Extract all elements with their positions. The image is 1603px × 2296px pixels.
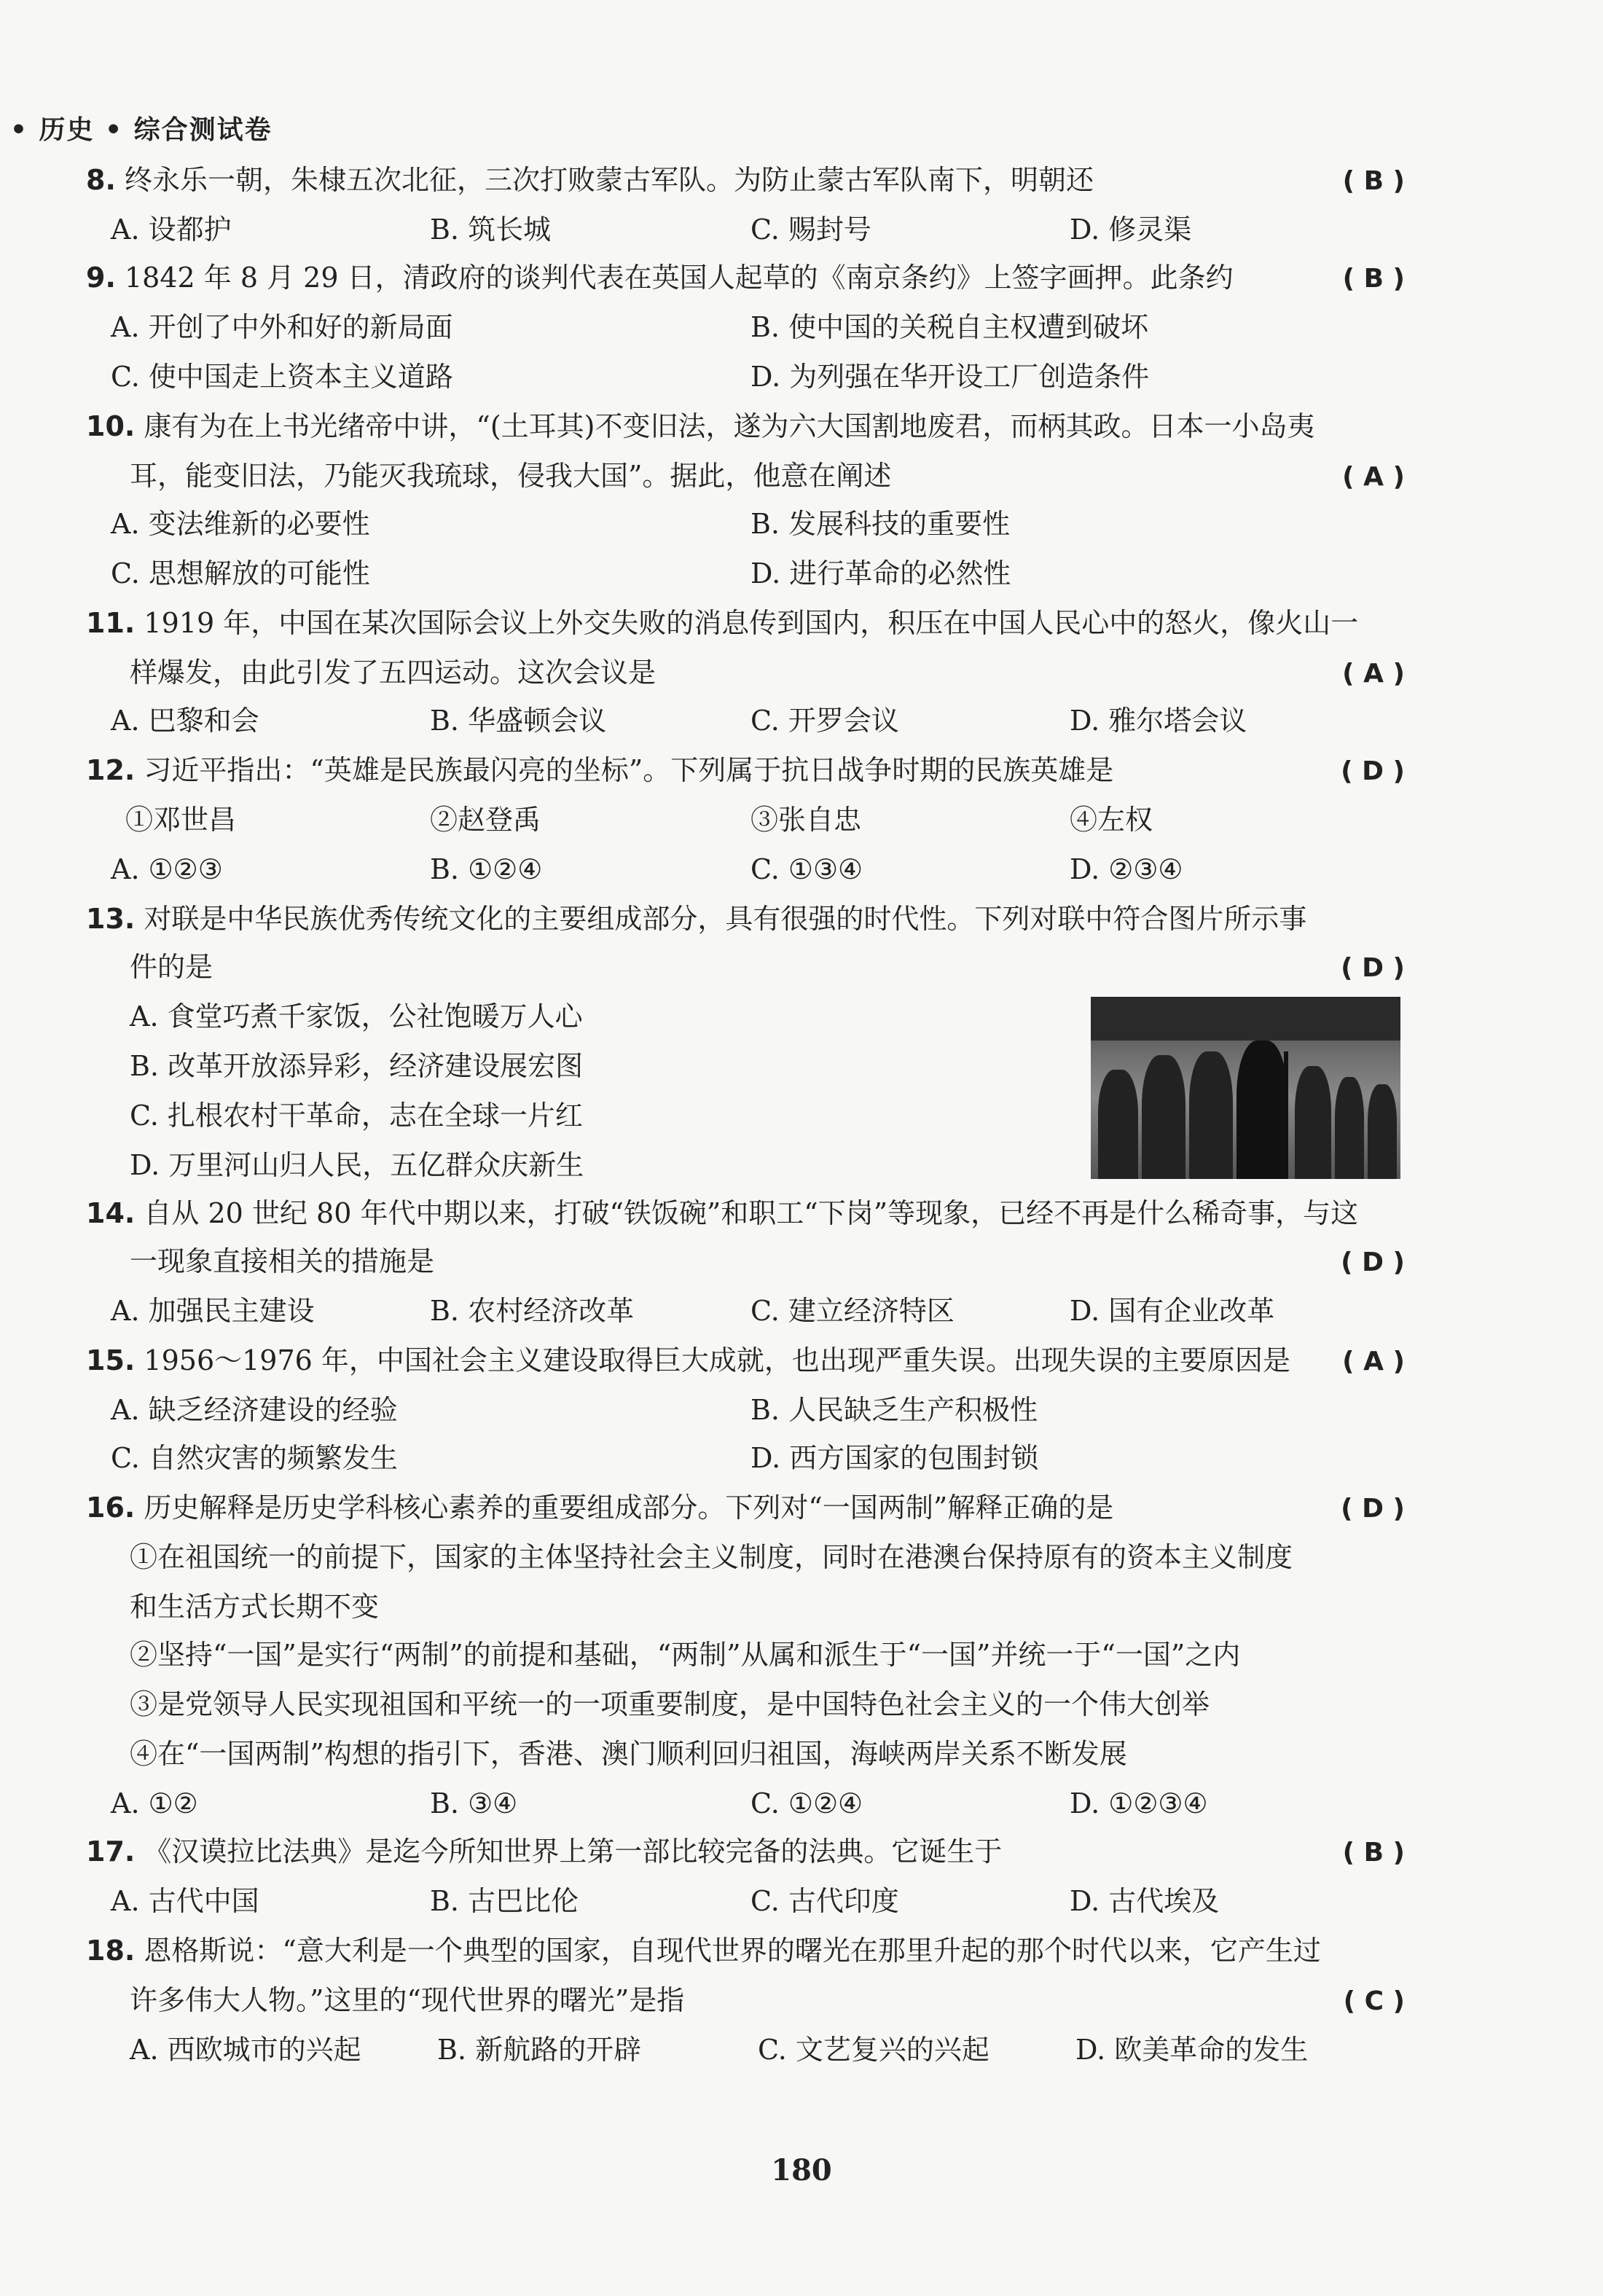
question-number: 17.	[86, 1835, 136, 1868]
question-number: 12.	[86, 754, 136, 786]
option-b: B. 人民缺乏生产积极性	[750, 1394, 1038, 1426]
page-number: 180	[771, 2153, 832, 2187]
photo-figure	[1189, 1051, 1233, 1179]
option-b: B. 发展科技的重要性	[750, 508, 1011, 540]
question-text: 康有为在上书光绪帝中讲，“(土耳其)不变旧法，遂为六大国割地废君，而柄其政。日本一小岛夷	[144, 410, 1315, 442]
option-d: D. 古代埃及	[1070, 1885, 1220, 1917]
option-a: A. 古代中国	[111, 1885, 259, 1917]
option-c: C. ①②④	[750, 1787, 863, 1819]
question-11-stem-cont: 样爆发，由此引发了五四运动。这次会议是	[130, 657, 657, 689]
option-b: B. 华盛顿会议	[430, 705, 607, 737]
photo-figure	[1236, 1041, 1288, 1179]
option-c: C. 古代印度	[750, 1885, 899, 1917]
option-c: C. 文艺复兴的兴起	[758, 2034, 989, 2066]
question-9-answer: ( B )	[1342, 264, 1405, 294]
question-10-answer: ( A )	[1342, 462, 1405, 492]
question-15-stem	[86, 1344, 1290, 1376]
question-18-answer: ( C )	[1343, 1986, 1405, 2016]
option-b: B. 改革开放添异彩，经济建设展宏图	[130, 1050, 584, 1082]
item-2: ②坚持“一国”是实行“两制”的前提和基础，“两制”从属和派生于“一国”并统一于“一国”之内	[130, 1639, 1241, 1671]
option-b: B. ③④	[430, 1787, 518, 1819]
question-text: 恩格斯说：“意大利是一个典型的国家，自现代世界的曙光在那里升起的那个时代以来，它产生过	[144, 1935, 1321, 1967]
question-18-stem-cont: 许多伟大人物。”这里的“现代世界的曙光”是指	[130, 1984, 685, 2016]
item-1: ①在祖国统一的前提下，国家的主体坚持社会主义制度，同时在港澳台保持原有的资本主义制度	[130, 1541, 1293, 1573]
photo-figure	[1295, 1066, 1331, 1179]
photo-banner	[1091, 997, 1400, 1041]
question-14-stem	[86, 1199, 1358, 1227]
option-c: C. 扎根农村干革命，志在全球一片红	[130, 1100, 583, 1132]
question-text: 自从 20 世纪 80 年代中期以来，打破“铁饭碗”和职工“下岗”等现象，已经不再是什么稀奇事，与这	[144, 1197, 1359, 1229]
item-4: ④在“一国两制”构想的指引下，香港、澳门顺利回归祖国，海峡两岸关系不断发展	[130, 1738, 1127, 1770]
question-number: 16.	[86, 1492, 136, 1524]
page-header: • 历史 • 综合测试卷	[10, 115, 273, 145]
option-d: D. 进行革命的必然性	[750, 557, 1011, 589]
question-number: 9.	[86, 262, 116, 294]
question-8-answer: ( B )	[1342, 166, 1405, 196]
photo-microphone	[1284, 1051, 1288, 1179]
option-c: C. 思想解放的可能性	[111, 557, 370, 589]
question-text: 习近平指出：“英雄是民族最闪亮的坐标”。下列属于抗日战争时期的民族英雄是	[144, 754, 1114, 786]
question-13-answer: ( D )	[1341, 953, 1405, 983]
question-16-answer: ( D )	[1341, 1494, 1405, 1524]
option-a: A. 开创了中外和好的新局面	[111, 311, 453, 343]
photo-figure	[1142, 1055, 1185, 1179]
option-b: B. ①②④	[430, 853, 543, 885]
question-number: 14.	[86, 1197, 136, 1229]
option-a: A. 巴黎和会	[111, 705, 259, 737]
option-c: C. 建立经济特区	[750, 1295, 955, 1327]
question-11-stem	[86, 609, 1358, 637]
question-text: 历史解释是历史学科核心素养的重要组成部分。下列对“一国两制”解释正确的是	[144, 1492, 1114, 1524]
photo-figure	[1335, 1077, 1364, 1179]
question-8-stem	[86, 166, 1094, 194]
option-a: A. 设都护	[111, 213, 232, 246]
question-12-stem	[86, 756, 1113, 784]
option-a: A. ①②③	[111, 853, 223, 885]
option-c: C. 使中国走上资本主义道路	[111, 361, 453, 393]
question-18-stem	[86, 1935, 1321, 1967]
item-3: ③张自忠	[750, 804, 862, 836]
option-d: D. 西方国家的包围封锁	[750, 1442, 1039, 1474]
option-d: D. 修灵渠	[1070, 213, 1192, 246]
question-14-answer: ( D )	[1341, 1247, 1405, 1277]
option-d: D. 国有企业改革	[1070, 1295, 1275, 1327]
option-b: B. 使中国的关税自主权遭到破坏	[750, 311, 1149, 343]
question-12-answer: ( D )	[1341, 756, 1405, 786]
option-a: A. ①②	[111, 1787, 198, 1819]
option-b: B. 新航路的开辟	[437, 2034, 642, 2066]
item-1: ①邓世昌	[125, 804, 237, 836]
option-a: A. 食堂巧煮千家饭，公社饱暖万人心	[130, 1000, 583, 1033]
item-2: ②赵登禹	[430, 804, 541, 836]
option-d: D. 万里河山归人民，五亿群众庆新生	[130, 1149, 584, 1181]
photo-figure	[1098, 1070, 1138, 1179]
question-16-stem	[86, 1492, 1114, 1524]
option-a: A. 加强民主建设	[111, 1295, 315, 1327]
historical-photo	[1091, 997, 1400, 1179]
question-number: 10.	[86, 410, 136, 442]
photo-figure	[1368, 1084, 1397, 1179]
question-number: 15.	[86, 1344, 136, 1376]
option-a: A. 变法维新的必要性	[111, 508, 370, 540]
option-a: A. 缺乏经济建设的经验	[111, 1394, 398, 1426]
question-13-stem	[86, 905, 1306, 933]
question-number: 8.	[86, 164, 116, 196]
question-text: 1919 年，中国在某次国际会议上外交失败的消息传到国内，积压在中国人民心中的怒火，像火山一	[144, 607, 1359, 639]
question-text: 终永乐一朝，朱棣五次北征，三次打败蒙古军队。为防止蒙古军队南下，明朝还	[124, 164, 1094, 196]
option-d: D. 雅尔塔会议	[1070, 705, 1247, 737]
question-10-stem-cont: 耳，能变旧法，乃能灭我琉球，侵我大国”。据此，他意在阐述	[130, 460, 892, 492]
question-number: 13.	[86, 903, 136, 935]
question-text: 对联是中华民族优秀传统文化的主要组成部分，具有很强的时代性。下列对联中符合图片所示事	[144, 903, 1307, 935]
option-a: A. 西欧城市的兴起	[130, 2034, 361, 2066]
question-17-stem	[86, 1835, 1003, 1868]
question-number: 18.	[86, 1935, 136, 1967]
question-11-answer: ( A )	[1342, 659, 1405, 689]
question-9-stem	[86, 262, 1234, 294]
question-text: 《汉谟拉比法典》是迄今所知世界上第一部比较完备的法典。它诞生于	[144, 1835, 1003, 1868]
question-number: 11.	[86, 607, 136, 639]
photo-microphone	[1273, 1048, 1277, 1179]
question-10-stem	[86, 412, 1315, 440]
question-17-answer: ( B )	[1342, 1838, 1405, 1868]
option-d: D. 欧美革命的发生	[1075, 2034, 1309, 2066]
question-text: 1956～1976 年，中国社会主义建设取得巨大成就，也出现严重失误。出现失误的主要原因是	[144, 1344, 1290, 1376]
option-b: B. 农村经济改革	[430, 1295, 635, 1327]
option-c: C. 自然灾害的频繁发生	[111, 1442, 398, 1474]
item-1-cont: 和生活方式长期不变	[130, 1591, 380, 1623]
option-c: C. 开罗会议	[750, 705, 899, 737]
option-c: C. ①③④	[750, 853, 863, 885]
question-15-answer: ( A )	[1342, 1347, 1405, 1376]
option-d: D. ①②③④	[1070, 1787, 1208, 1819]
option-d: D. 为列强在华开设工厂创造条件	[750, 361, 1150, 393]
option-d: D. ②③④	[1070, 853, 1183, 885]
option-b: B. 古巴比伦	[430, 1885, 579, 1917]
question-13-stem-cont: 件的是	[130, 951, 213, 983]
option-b: B. 筑长城	[430, 213, 552, 246]
question-text: 1842 年 8 月 29 日，清政府的谈判代表在英国人起草的《南京条约》上签字画押。此条约	[124, 262, 1234, 294]
option-c: C. 赐封号	[750, 213, 871, 246]
item-3: ③是党领导人民实现祖国和平统一的一项重要制度，是中国特色社会主义的一个伟大创举	[130, 1688, 1210, 1720]
question-14-stem-cont: 一现象直接相关的措施是	[130, 1245, 435, 1277]
item-4: ④左权	[1070, 804, 1153, 836]
